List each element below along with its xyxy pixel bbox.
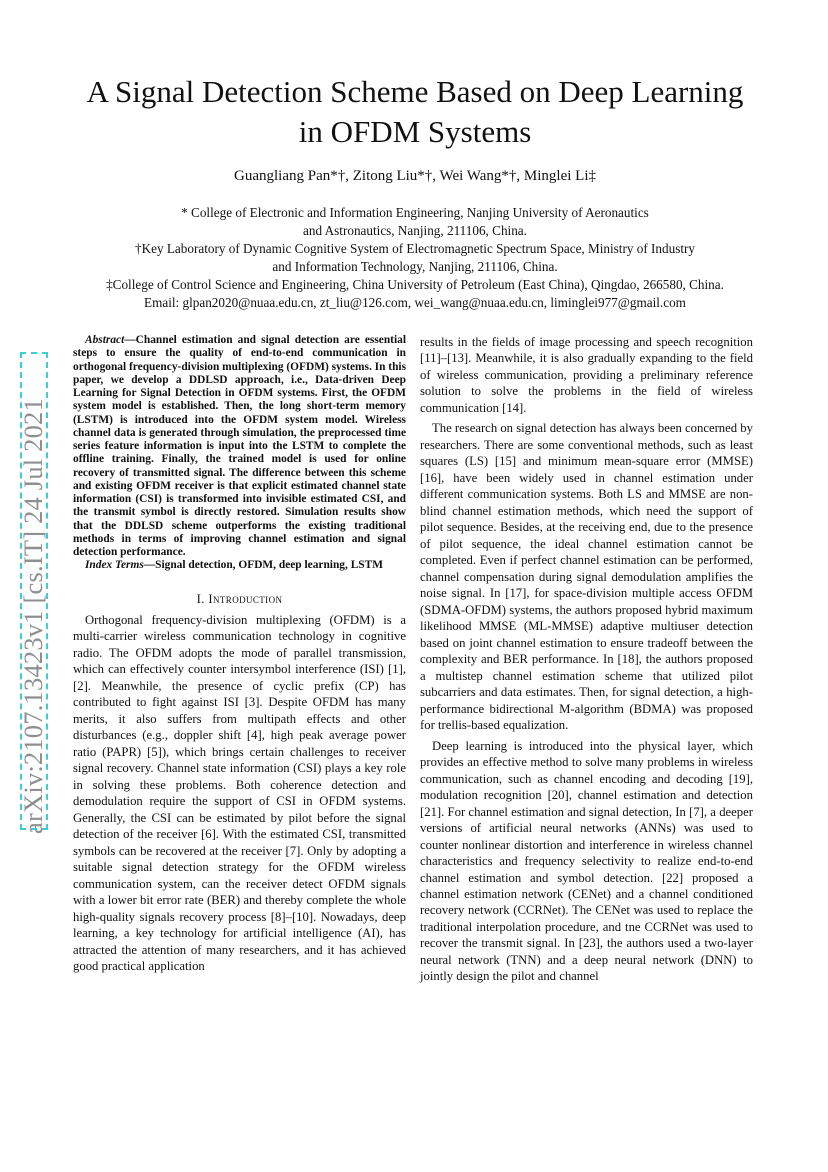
arxiv-identifier[interactable]: arXiv:2107.13423v1 [cs.IT] 24 Jul 2021 (18, 398, 48, 834)
paper-title: A Signal Detection Scheme Based on Deep Learning in OFDM Systems (86, 74, 744, 149)
affiliation-line: and Information Technology, Nanjing, 211106, China. (272, 259, 558, 274)
affiliation-line: * College of Electronic and Information Engineering, Nanjing University of Aeronautics (181, 205, 649, 220)
body-paragraph: Deep learning is introduced into the physical layer, which provides an effective method to solve many problems in wireless communication, such as channel encoding and decoding [19], modulation recognition [20], channel estimation and detection [21]. For channel estimation and signal detection, In [7], a deeper versions of artificial neural networks (ANNs) was used to counter nonlinear distortion and interference in wireless channel characteristics and frequency selectivity to realize end-to-end channel estimation and symbol detection. [22] proposed a channel estimation network (CENet) and a channel conditioned recovery network (CCRNet). The CENet was used to replace the traditional interpolation procedure, and tne CCRNet was used to recover the transmit signal. In [23], the authors used a two-layer neural network (TNN) and a deep neural network (DNN) to jointly design the pilot and channel (420, 738, 753, 984)
abstract-text: —Channel estimation and signal detection are essential steps to ensure the quality of end-to-end communication in orthogonal frequency-division multiplexing (OFDM) systems. In this paper, we develop a DDLSD approach, i.e., Data-driven Deep Learning for Signal Detection in OFDM systems. First, the OFDM system model is established. Then, the long short-term memory (LSTM) is introduced into the OFDM system model. Wireless channel data is generated through simulation, the preprocessed time series feature information is input into the LSTM to complete the offline training. Finally, the trained model is used for online recovery of transmitted signal. The difference between this scheme and existing OFDM receiver is that explicit estimated channel state information (CSI) is transformed into invisible estimated CSI, and the transmit symbol is directly restored. Simulation results show that the DDLSD scheme outperforms the existing traditional methods in terms of improving channel estimation and signal detection performance. (73, 334, 406, 558)
body-paragraph: Orthogonal frequency-division multiplexing (OFDM) is a multi-carrier wireless communication technology in cognitive radio. The OFDM adopts the mode of parallel transmission, which can effectively counter intersymbol interference (ISI) [1], [2]. Meanwhile, the presence of cyclic prefix (CP) has contributed to fight against ISI [3]. Despite OFDM has many merits, it also suffers from multipath effects and other disturbances (e.g., doppler shift [4], high peak average power ratio (PAPR) [5]), which brings certain challenges to receiver signal recovery. Channel state information (CSI) plays a key role in solving these problems. Both coherence detection and demodulation require the support of CSI in OFDM systems. Generally, the CSI can be estimated by pilot before the signal detection of the receiver [6]. With the estimated CSI, transmitted symbols can be recovered at the receiver [7]. Only by adopting a suitable signal detection strategy for the OFDM wireless communication system, can the receiver detect OFDM signals with a lower bit error rate (BER) and thereby complete the whole high-quality signals recovery process [8]–[10]. Nowadays, deep learning, a key technology for artificial intelligence (AI), has attracted the attention of many researchers, and it has achieved good practical application (73, 612, 406, 974)
index-terms-text: —Signal detection, OFDM, deep learning, LSTM (143, 559, 383, 572)
affiliation-line: and Astronautics, Nanjing, 211106, China. (303, 223, 527, 238)
body-paragraph: The research on signal detection has always been concerned by researchers. There are some conventional methods, such as least squares (LS) [15] and minimum mean-square error (MMSE) [16], have been widely used in channel estimation under different communication systems. Both LS and MMSE are non-blind channel estimation methods, which need the support of pilot sequence. Besides, at the receiving end, due to the presence of pilot sequence, the ideal channel estimation cannot be completed. Even if perfect channel estimation can be performed, channel compensation during signal demodulation amplifies the noise signal. In [17], for space-division multiple access OFDM (SDMA-OFDM) systems, the authors proposed hybrid maximum likelihood MMSE (ML-MMSE) adaptive multiuser detection based on joint channel estimation to ensure tradeoff between the complexity and BER performance. In [18], the authors proposed a multistep channel estimation scheme that utilized pilot subcarriers and data estimates. Then, for signal detection, a high-performance bidirectional M-algorithm (BDMA) was proposed for trellis-based equalization. (420, 421, 753, 733)
left-column (73, 334, 406, 975)
right-column (420, 334, 753, 985)
body-paragraph: results in the fields of image processing and speech recognition [11]–[13]. Meanwhile, it is also gradually expanding to the field of wireless communication, providing a preliminary reference solution to solve the problems in the field of wireless communication [14]. (420, 335, 753, 415)
author-list: Guangliang Pan*†, Zitong Liu*†, Wei Wang*†, Minglei Li‡ (234, 168, 596, 184)
section-heading-introduction: I. Introduction (196, 591, 283, 606)
author-emails: Email: glpan2020@nuaa.edu.cn, zt_liu@126.com, wei_wang@nuaa.edu.cn, liminglei977@gmail.com (144, 295, 686, 310)
affiliation-line: †Key Laboratory of Dynamic Cognitive System of Electromagnetic Spectrum Space, Ministry of Industry (135, 241, 695, 256)
index-terms (73, 559, 406, 572)
affiliation-line: ‡College of Control Science and Engineering, China University of Petroleum (East China), Qingdao, 266580, China. (106, 277, 724, 292)
abstract (73, 334, 406, 559)
affiliations (80, 204, 750, 312)
index-terms-label: Index Terms (85, 559, 144, 572)
abstract-label: Abstract (85, 334, 125, 346)
